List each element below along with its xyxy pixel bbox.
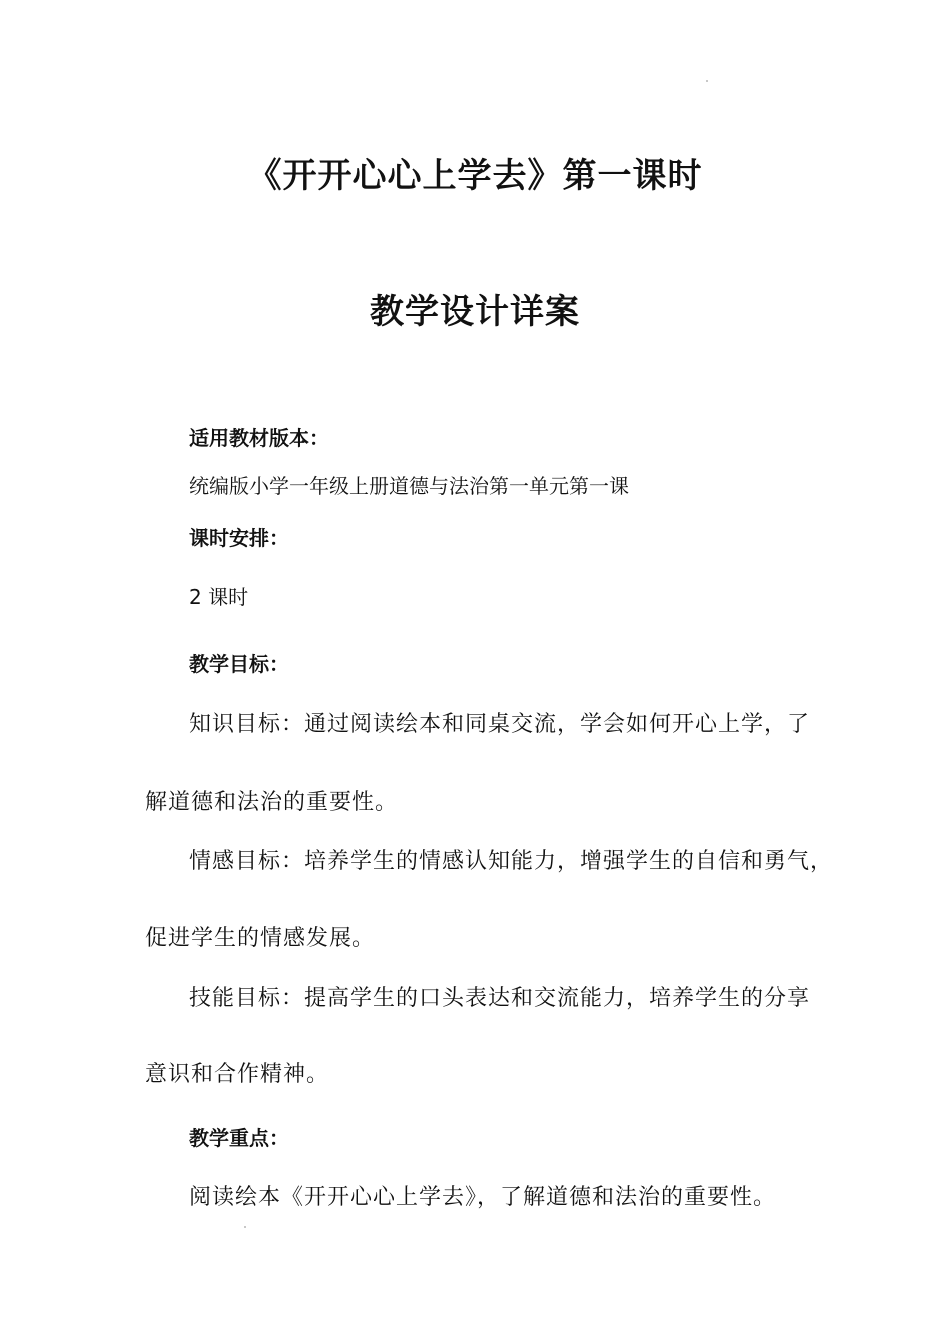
skill-goal-line-1: 技能目标：提高学生的口头表达和交流能力，培养学生的分享: [189, 986, 811, 1011]
knowledge-goal-line-1: 知识目标：通过阅读绘本和同桌交流，学会如何开心上学，了: [189, 712, 811, 737]
emotion-goal-line-2: 促进学生的情感发展。: [145, 926, 376, 951]
key-points-heading: 教学重点：: [189, 1126, 289, 1150]
decorative-dot: [244, 1226, 246, 1228]
document-title-line-1: 《开开心心上学去》第一课时: [247, 156, 703, 196]
schedule-heading: 课时安排：: [189, 526, 289, 550]
knowledge-goal-line-2: 解道德和法治的重要性。: [145, 790, 399, 815]
key-points-text: 阅读绘本《开开心心上学去》，了解道德和法治的重要性。: [189, 1185, 777, 1210]
edition-text: 统编版小学一年级上册道德与法治第一单元第一课: [189, 474, 629, 498]
goals-heading: 教学目标：: [189, 652, 289, 676]
decorative-dot: [706, 80, 708, 82]
document-title-line-2: 教学设计详案: [370, 292, 580, 332]
skill-goal-line-2: 意识和合作精神。: [145, 1062, 330, 1087]
schedule-text: 2 课时: [189, 585, 249, 609]
edition-heading: 适用教材版本：: [189, 426, 329, 450]
emotion-goal-line-1: 情感目标：培养学生的情感认知能力，增强学生的自信和勇气，: [189, 849, 834, 874]
